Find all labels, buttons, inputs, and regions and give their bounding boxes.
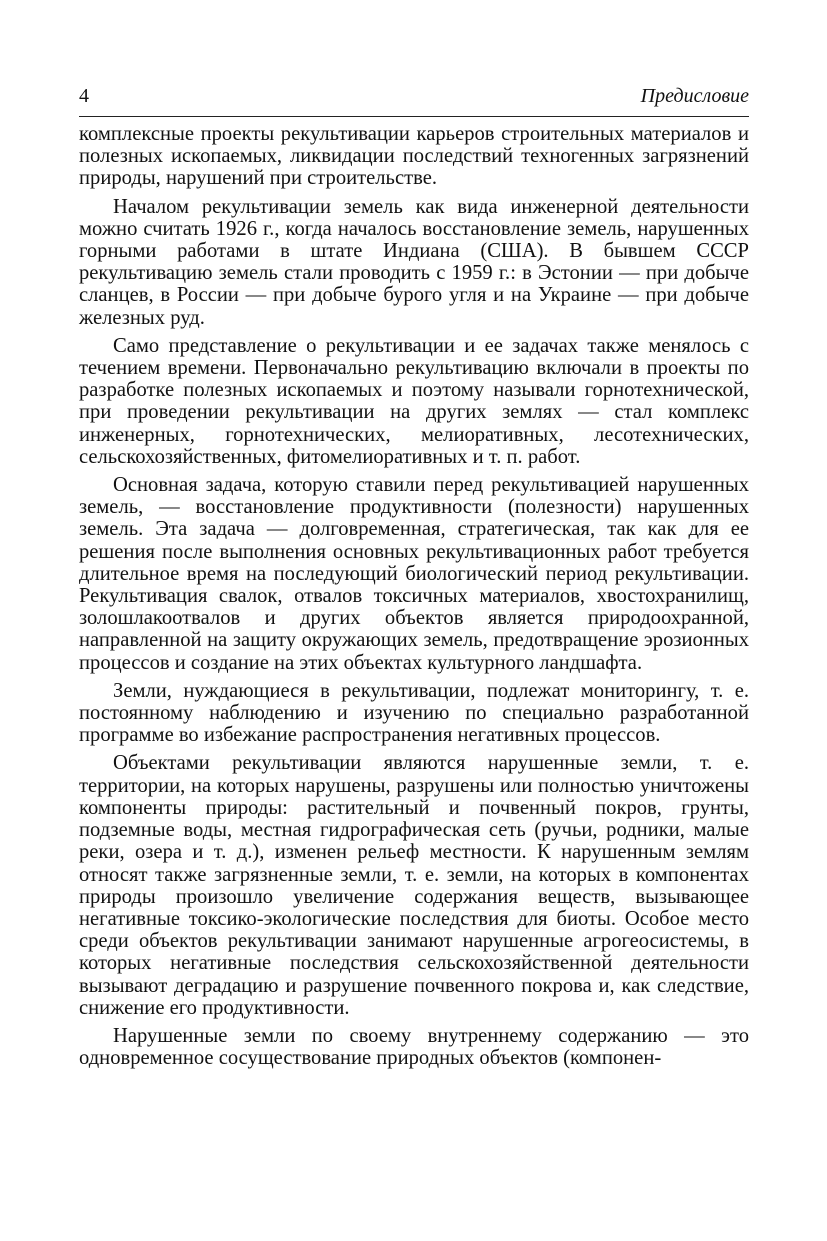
section-title: Предисловие — [640, 85, 749, 107]
page-number: 4 — [79, 85, 89, 107]
paragraph-objects: Объектами рекультивации являются нарушенные земли, т. е. территории, на которых нарушены, разрушены или полностью уничтожены компоненты природы: растительный и почвенный покров, грунты, подземные воды, местная гидрографическая сеть (ручьи, родники, малые реки, озера и т. д.), изменен рельеф местности. К нарушенным землям относят также загрязненные земли, т. е. земли, на которых в компонентах природы произошло увеличение содержания веществ, вызывающее негативные токсико-экологические последствия для биоты. Особое место среди объектов рекультивации занимают нарушенные агрогеосистемы, в которых негативные последствия сельскохозяйственной деятельности вызывают деградацию и разрушение почвенного покрова и, как следствие, снижение его продуктивности. — [79, 752, 749, 1019]
book-page — [79, 80, 749, 1069]
paragraph-concept: Само представление о рекультивации и ее задачах также менялось с течением времени. Первоначально рекультивацию включали в проекты по разработке полезных ископаемых и поэтому называли горнотехнической, при проведении рекультивации на других землях — стал комплекс инженерных, горнотехнических, мелиоративных, лесотехнических, сельскохозяйственных, фитомелиоративных и т. п. работ. — [79, 334, 749, 468]
paragraph-continued: комплексные проекты рекультивации карьеров строительных материалов и полезных ископаемых, ликвидации последствий техногенных загрязнений природы, нарушений при строительстве. — [79, 123, 749, 190]
paragraph-main-task: Основная задача, которую ставили перед рекультивацией нарушенных земель, — восстановление продуктивности (полезности) нарушенных земель. Эта задача — долговременная, стратегическая, так как для ее решения после выполнения основных рекультивационных работ требуется длительное время на последующий биологический период рекультивации. Рекультивация свалок, отвалов токсичных материалов, хвостохранилищ, золошлакоотвалов и других объектов является природоохранной, направленной на защиту окружающих земель, предотвращение эрозионных процессов и создание на этих объектах культурного ландшафта. — [79, 474, 749, 674]
running-header — [79, 80, 749, 112]
paragraph-disturbed-lands: Нарушенные земли по своему внутреннему содержанию — это одновременное сосуществование природных объектов (компонен- — [79, 1024, 749, 1070]
paragraph-monitoring: Земли, нуждающиеся в рекультивации, подлежат мониторингу, т. е. постоянному наблюдению и изучению по специально разработанной программе во избежание распространения негативных процессов. — [79, 679, 749, 747]
body-text — [79, 123, 749, 1069]
paragraph-history: Началом рекультивации земель как вида инженерной деятельности можно считать 1926 г., когда началось восстановление земель, нарушенных горными работами в штате Индиана (США). В бывшем СССР рекультивацию земель стали проводить с 1959 г.: в Эстонии — при добыче сланцев, в России — при добыче бурого угля и на Украине — при добыче железных руд. — [79, 195, 749, 329]
header-rule — [79, 116, 749, 117]
